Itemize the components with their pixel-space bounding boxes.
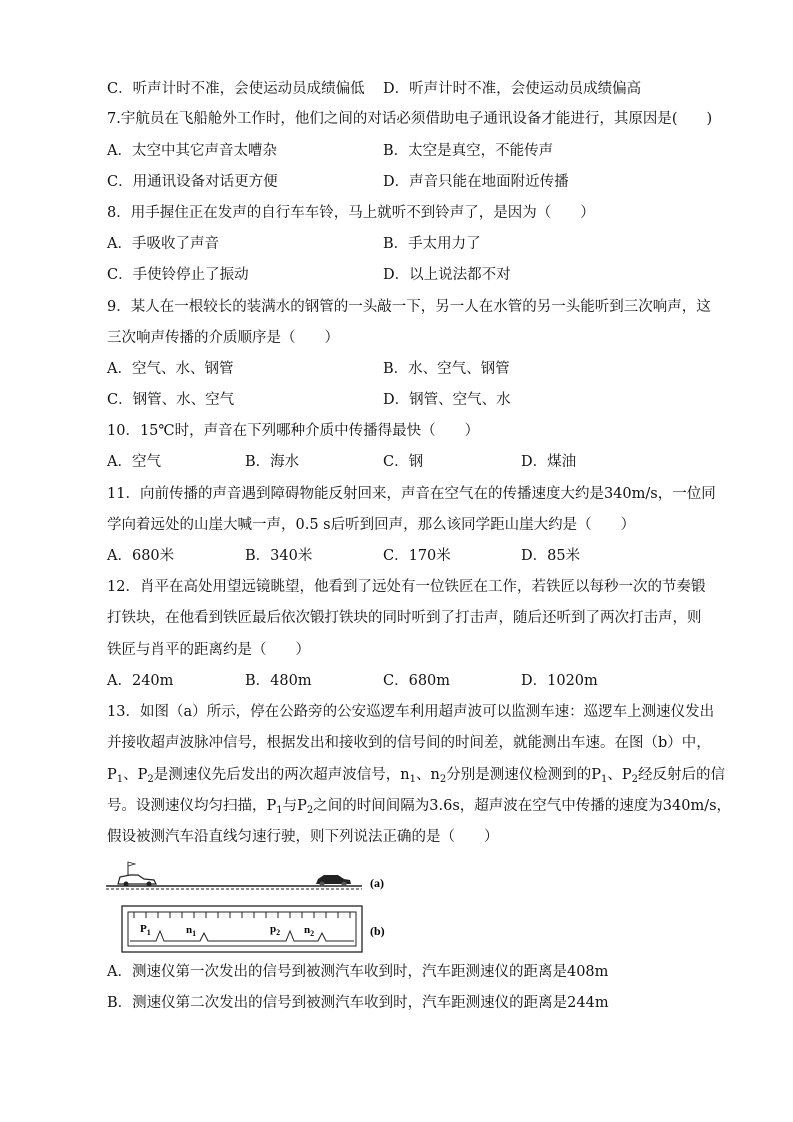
q8-option-a: A．手吸收了声音 xyxy=(107,236,219,252)
q11-option-a: A．680米 xyxy=(107,548,175,564)
q7-option-b: B．太空是真空，不能传声 xyxy=(383,143,554,159)
patrol-car-icon xyxy=(118,875,156,887)
q13-stem-line5: 假设被测汽车沿直线匀速行驶，则下列说法正确的是（ ） xyxy=(107,829,499,845)
q6-option-c: C．听声计时不准，会使运动员成绩偏低 xyxy=(107,81,365,97)
q13-option-a: A．测速仪第一次发出的信号到被测汽车收到时，汽车距测速仪的距离是408m xyxy=(107,964,609,980)
q12-option-b: B．480m xyxy=(245,673,312,689)
q7-option-a: A．太空中其它声音太嘈杂 xyxy=(107,143,277,159)
q13-stem-line3: $P_1$、$P_2$是测速仪先后发出的两次超声波信号，$n_1$、$n_2$分别是测速仪检测到的$P_1$、$P_2$经反射后的信 xyxy=(107,767,725,785)
q9-stem-line2: 三次响声传播的介质顺序是（ ） xyxy=(107,330,339,346)
label-n1: $n_1$ xyxy=(186,924,197,938)
label-p2: $p_2$ xyxy=(270,923,281,937)
q10-option-a: A．空气 xyxy=(107,454,161,470)
q11-option-d: D．85米 xyxy=(521,548,581,564)
q7-option-d: D．声音只能在地面附近传播 xyxy=(383,174,569,190)
label-p1: $P_1$ xyxy=(140,923,151,937)
q7-stem: 7.宇航员在飞船舱外工作时，他们之间的对话必须借助电子通讯设备才能进行，其原因是( ) xyxy=(107,111,713,127)
q8-stem: 8．用手握住正在发声的自行车车铃，马上就听不到铃声了，是因为（ ） xyxy=(107,205,595,221)
q13-stem-line2: 并接收超声波脉冲信号，根据发出和接收到的信号间的时间差，就能测出车速。在图（b）中， xyxy=(107,735,711,751)
q13-option-b: B．测速仪第二次发出的信号到被测汽车收到时，汽车距测速仪的距离是244m xyxy=(107,995,609,1011)
q11-option-b: B．340米 xyxy=(245,548,313,564)
figure-b xyxy=(104,903,404,958)
q9-option-d: D．钢管、空气、水 xyxy=(383,392,511,408)
label-n2: $n_2$ xyxy=(304,924,315,938)
q12-option-d: D．1020m xyxy=(521,673,598,689)
q9-option-c: C．钢管、水、空气 xyxy=(107,392,235,408)
q10-stem: 10．15℃时，声音在下列哪种介质中传播得最快（ ） xyxy=(107,423,480,439)
q11-option-c: C．170米 xyxy=(383,548,451,564)
q11-stem-line2: 学向着远处的山崖大喊一声，0.5 s后听到回声，那么该同学距山崖大约是（ ） xyxy=(107,517,636,533)
q9-stem-line1: 9．某人在一根较长的装满水的钢管的一头敲一下，另一人在水管的另一头能听到三次响声，这 xyxy=(107,299,711,315)
q10-option-b: B．海水 xyxy=(245,454,300,470)
q11-stem-line1: 11．向前传播的声音遇到障碍物能反射回来，声音在空气在的传播速度大约是340m/s，一位同 xyxy=(107,486,716,502)
car-icon xyxy=(316,875,351,887)
q6-option-d: D．听声计时不准，会使运动员成绩偏高 xyxy=(383,81,642,97)
q8-option-d: D．以上说法都不对 xyxy=(383,267,511,283)
figure-a-label: (a) xyxy=(370,876,384,890)
q13-stem-line1: 13．如图（a）所示，停在公路旁的公安巡逻车利用超声波可以监测车速：巡逻车上测速仪发出 xyxy=(107,704,715,720)
q9-option-a: A．空气、水、钢管 xyxy=(107,361,234,377)
q12-option-c: C．680m xyxy=(383,673,451,689)
figure-a xyxy=(104,858,404,908)
q7-option-c: C．用通讯设备对话更方便 xyxy=(107,174,278,190)
q10-option-c: C．钢 xyxy=(383,454,424,470)
q12-stem-line3: 铁匠与肖平的距离约是（ ） xyxy=(107,642,310,658)
q8-option-b: B．手太用力了 xyxy=(383,236,481,252)
flag-icon xyxy=(128,862,135,875)
q13-stem-line4: 号。设测速仪均匀扫描，$P_1$与$P_2$之间的时间间隔为3.6s，超声波在空气中传播的速度为340m/s， xyxy=(107,798,732,816)
q10-option-d: D．煤油 xyxy=(521,454,577,470)
figure-b-label: (b) xyxy=(370,924,385,938)
q8-option-c: C．手使铃停止了振动 xyxy=(107,267,249,283)
q12-stem-line2: 打铁块，在他看到铁匠最后依次锻打铁块的同时听到了打击声，随后还听到了两次打击声，则 xyxy=(107,610,702,626)
q9-option-b: B．水、空气、钢管 xyxy=(383,361,510,377)
q12-stem-line1: 12．肖平在高处用望远镜眺望，他看到了远处有一位铁匠在工作，若铁匠以每秒一次的节奏锻 xyxy=(107,579,706,595)
q12-option-a: A．240m xyxy=(107,673,174,689)
